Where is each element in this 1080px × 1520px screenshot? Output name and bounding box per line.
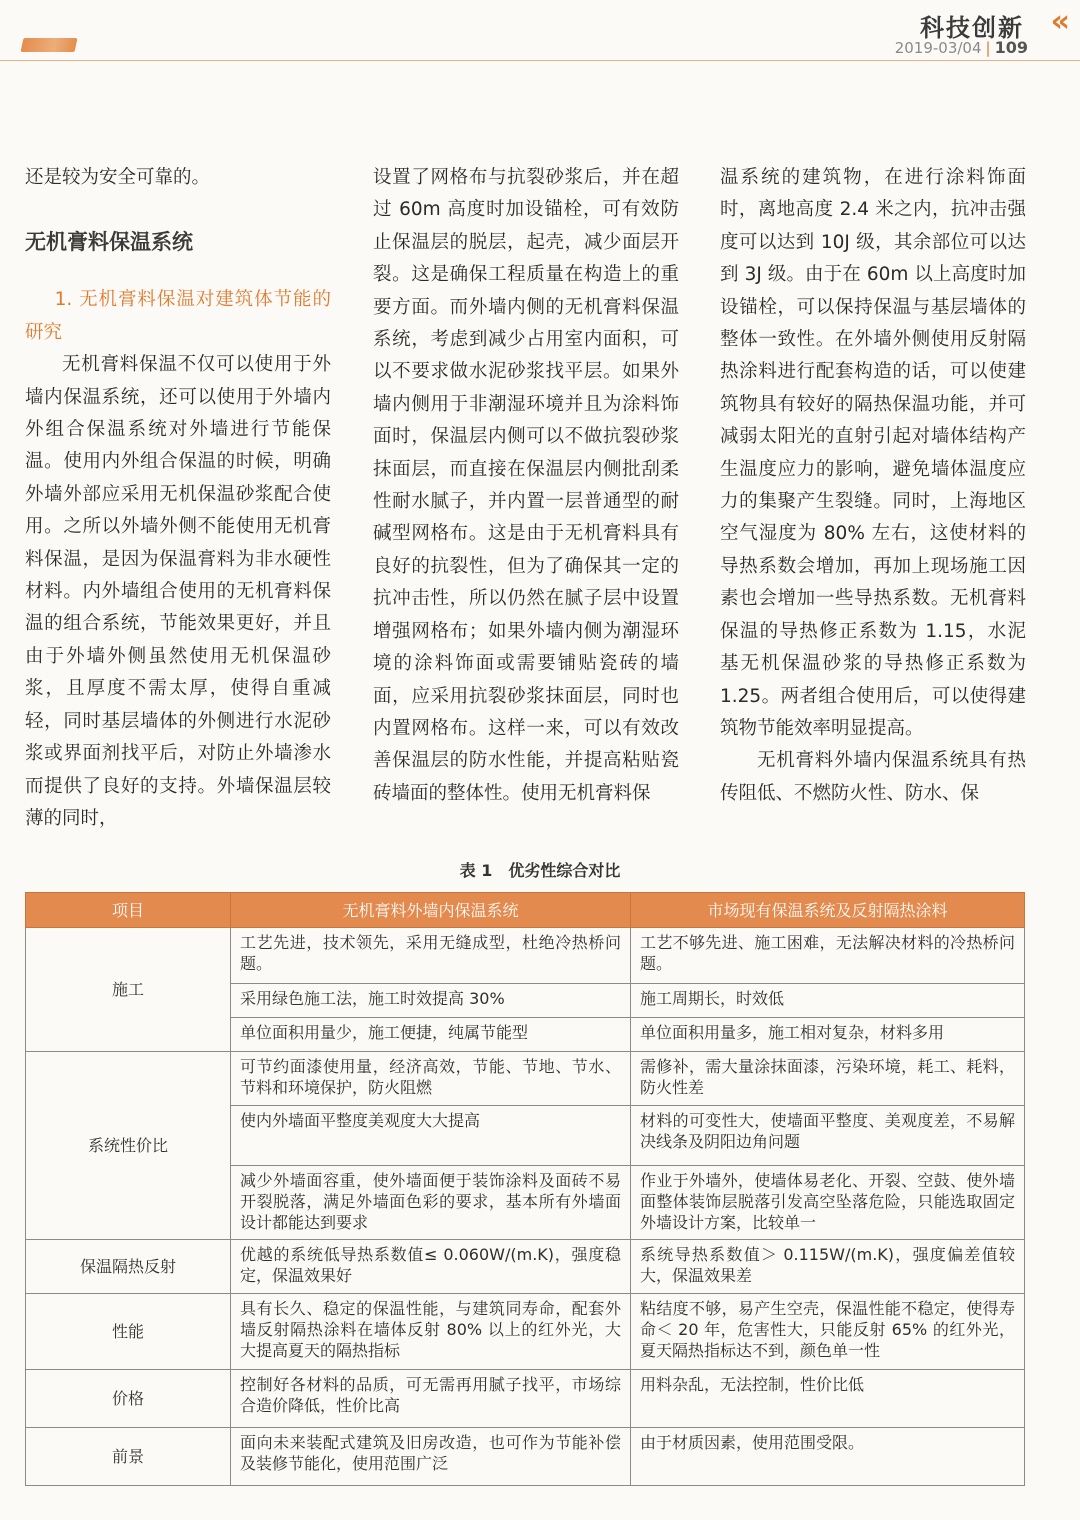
table-caption: [0, 858, 1080, 881]
table-cell: 采用绿色施工法，施工时效提高 30%: [231, 984, 631, 1018]
row-group-label: 施工: [26, 928, 231, 1052]
table-cell: 粘结度不够，易产生空壳，保温性能不稳定，使得寿命＜ 20 年，危害性大，只能反射 65% 的红外光，夏天隔热指标达不到，颜色单一性: [631, 1294, 1025, 1370]
table-cell: 用料杂乱，无法控制，性价比低: [631, 1370, 1025, 1428]
issue-separator: |: [985, 39, 991, 57]
issue-info: [895, 38, 1028, 57]
body-paragraph: 无机膏料保温不仅可以使用于外墙内保温系统，还可以使用于外墙内外组合保温系统对外墙进行节能保温。使用内外组合保温的时候，明确外墙外部应采用无机保温砂浆配合使用。之所以外墙外侧不能使用无机膏料保温，是因为保温膏料为非水硬性材料。内外墙组合使用的无机膏料保温的组合系统，节能效果更好，并且由于外墙外侧虽然使用无机保温砂浆，且厚度不需太厚，使得自重减轻，同时基层墙体的外侧进行水泥砂浆或界面剂找平后，对防止外墙渗水而提供了良好的支持。外墙保温层较薄的同时，: [25, 354, 331, 829]
table-cell: 需修补，需大量涂抹面漆，污染环境，耗工、耗料，防火性差: [631, 1052, 1025, 1106]
row-group-label: 系统性价比: [26, 1052, 231, 1240]
table-cell: 单位面积用量少，施工便捷，纯属节能型: [231, 1018, 631, 1052]
header-divider: [0, 60, 1080, 61]
chevron-left-icon: «: [1050, 4, 1060, 39]
table-row: [26, 928, 1025, 984]
table-cell: 可节约面漆使用量，经济高效，节能、节地、节水、节料和环境保护，防火阻燃: [231, 1052, 631, 1106]
section-heading: 无机膏料保温系统: [25, 230, 193, 255]
table-row: [26, 1240, 1025, 1294]
table-cell: 使内外墙面平整度美观度大大提高: [231, 1106, 631, 1166]
table-cell: 面向未来装配式建筑及旧房改造，也可作为节能补偿及装修节能化，使用范围广泛: [231, 1428, 631, 1486]
column-header-inorganic: 无机膏料外墙内保温系统: [231, 893, 631, 928]
table-cell: 材料的可变性大，使墙面平整度、美观度差，不易解决线条及阴阳边角问题: [631, 1106, 1025, 1166]
page-number: 109: [994, 38, 1028, 57]
table-header-row: [26, 893, 1025, 928]
table-cell: 单位面积用量多，施工相对复杂，材料多用: [631, 1018, 1025, 1052]
table-cell: 工艺先进，技术领先，采用无缝成型，杜绝冷热桥问题。: [231, 928, 631, 984]
text-column-1: [25, 162, 331, 835]
column-lead-text: 还是较为安全可靠的。: [25, 167, 211, 188]
row-group-label: 前景: [26, 1428, 231, 1486]
table-cell: 由于材质因素，使用范围受限。: [631, 1428, 1025, 1486]
column-header-market: 市场现有保温系统及反射隔热涂料: [631, 893, 1025, 928]
body-paragraph: 无机膏料外墙内保温系统具有热传阻低、不燃防火性、防水、保: [720, 750, 1026, 804]
subsection-heading: 1. 无机膏料保温对建筑体节能的研究: [25, 289, 331, 343]
table-title: 优劣性综合对比: [508, 861, 621, 880]
text-column-2: [373, 162, 679, 810]
row-group-label: 保温隔热反射: [26, 1240, 231, 1294]
table-row: [26, 1294, 1025, 1370]
text-column-3: [720, 162, 1026, 810]
table-number: 表 1: [459, 861, 493, 880]
table-row: [26, 1428, 1025, 1486]
table-cell: 具有长久、稳定的保温性能，与建筑同寿命，配套外墙反射隔热涂料在墙体反射 80% 以上的红外光，大大提高夏天的隔热指标: [231, 1294, 631, 1370]
table-cell: 工艺不够先进、施工困难，无法解决材料的冷热桥问题。: [631, 928, 1025, 984]
body-paragraph: 温系统的建筑物，在进行涂料饰面时，离地高度 2.4 米之内，抗冲击强度可以达到 10J 级，其余部位可以达到 3J 级。由于在 60m 以上高度时加设锚栓，可以保持保温与基层墙体的整体一致性。在外墙外侧使用反射隔热涂料进行配套构造的话，可以使建筑物具有较好的隔热保温功能，并可减弱太阳光的直射引起对墙体结构产生温度应力的影响，避免墙体温度应力的集聚产生裂缝。同时，上海地区空气湿度为 80% 左右，这使材料的导热系数会增加，再加上现场施工因素也会增加一些导热系数。无机膏料保温的导热修正系数为 1.15，水泥基无机保温砂浆的导热修正系数为 1.25。两者组合使用后，可以使得建筑物节能效率明显提高。: [720, 167, 1026, 739]
table-row: [26, 1370, 1025, 1428]
table-row: [26, 1052, 1025, 1106]
comparison-table: [25, 892, 1025, 1486]
table-cell: 减少外墙面容重，使外墙面便于装饰涂料及面砖不易开裂脱落，满足外墙面色彩的要求，基本所有外墙面设计都能达到要求: [231, 1166, 631, 1240]
section-title: 科技创新: [920, 13, 1024, 42]
table-cell: 系统导热系数值＞ 0.115W/(m.K)，强度偏差值较大，保温效果差: [631, 1240, 1025, 1294]
table-cell: 作业于外墙外，使墙体易老化、开裂、空鼓、使外墙面整体装饰层脱落引发高空坠落危险，只能选取固定外墙设计方案，比较单一: [631, 1166, 1025, 1240]
table-cell: 控制好各材料的品质，可无需再用腻子找平，市场综合造价降低，性价比高: [231, 1370, 631, 1428]
body-paragraph: 设置了网格布与抗裂砂浆后，并在超过 60m 高度时加设锚栓，可有效防止保温层的脱层，起壳，减少面层开裂。这是确保工程质量在构造上的重要方面。而外墙内侧的无机膏料保温系统，考虑到减少占用室内面积，可以不要求做水泥砂浆找平层。如果外墙内侧用于非潮湿环境并且为涂料饰面时，保温层内侧可以不做抗裂砂浆抹面层，而直接在保温层内侧批刮柔性耐水腻子，并内置一层普通型的耐碱型网格布。这是由于无机膏料具有良好的抗裂性，但为了确保其一定的抗冲击性，所以仍然在腻子层中设置增强网格布；如果外墙内侧为潮湿环境的涂料饰面或需要铺贴瓷砖的墙面，应采用抗裂砂浆抹面层，同时也内置网格布。这样一来，可以有效改善保温层的防水性能，并提高粘贴瓷砖墙面的整体性。使用无机膏料保: [373, 167, 679, 804]
table-cell: 优越的系统低导热系数值≤ 0.060W/(m.K)，强度稳定，保温效果好: [231, 1240, 631, 1294]
table-cell: 施工周期长，时效低: [631, 984, 1025, 1018]
row-group-label: 性能: [26, 1294, 231, 1370]
issue-date: 2019-03/04: [894, 39, 982, 57]
column-header-item: 项目: [26, 893, 231, 928]
magazine-logo: [21, 38, 78, 52]
row-group-label: 价格: [26, 1370, 231, 1428]
